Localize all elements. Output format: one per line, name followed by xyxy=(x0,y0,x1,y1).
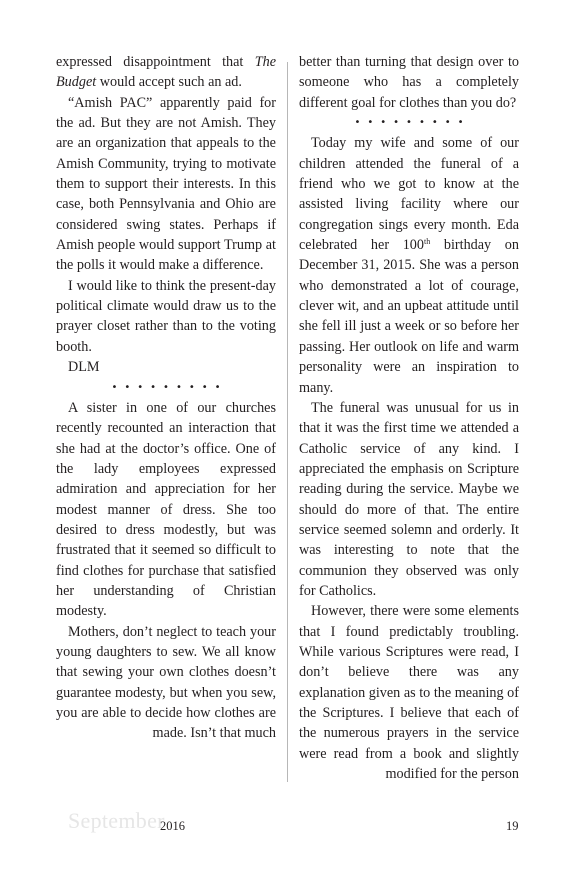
section-separator: ••••••••• xyxy=(111,381,228,393)
right-column xyxy=(299,52,519,784)
left-column xyxy=(56,52,276,744)
paragraph: A sister in one of our churches recently recounted an interaction that she had at the doctor’s office. One of the lady employees expressed admiration and appreciation for her modest manner of dress. She too desired to dress modestly, but was frustrated that it seemed so difficult to find clothes for purchase that satisfied her understanding of Christian modesty. xyxy=(56,399,276,620)
page-number: 19 xyxy=(506,819,519,833)
footer-month: September xyxy=(68,808,165,833)
paragraph: The funeral was unusual for us in that it was the first time we attended a Catholic service of any kind. I appreciated the emphasis on Scripture reading during the service. Maybe we should do more of that. The entire service seemed solemn and orderly. It was interesting to note that the communion they observed was only for Catholics. xyxy=(299,399,519,599)
paragraph: However, there were some elements that I found predictably troubling. While various Scriptures were read, I don’t believe there was any explanation given as to the meaning of the Scriptures. I believe that each of the numerous prayers in the service were read from a book and slightly modified for the person xyxy=(299,603,519,783)
paragraph: I would like to think the present-day political climate would draw us to the prayer closet rather than to the voting booth. xyxy=(56,277,276,355)
footer-year: 2016 xyxy=(160,819,185,833)
paragraph: “Amish PAC” apparently paid for the ad. But they are not Amish. They are an organization that appeals to the Amish Community, trying to motivate them to support their interests. In this case, both Pennsylvania and Ohio are considered swing states. Perhaps if Amish people would support Trump at the polls it would make a difference. xyxy=(56,94,276,274)
paragraph: better than turning that design over to someone who has a completely different goal for clothes than you do? xyxy=(299,54,519,111)
paragraph: expressed disappointment that The Budget would accept such an ad. xyxy=(56,54,276,91)
author-signature: DLM xyxy=(68,359,100,376)
column-divider xyxy=(287,62,288,782)
section-separator: ••••••••• xyxy=(354,117,471,129)
paragraph: Today my wife and some of our children attended the funeral of a friend who we got to know at the assisted living facility where our congregation sings every month. Eda celebrated her 100th birthday on December 31, 2015. She was a person who demonstrated a lot of courage, clever wit, and an upbeat attitude until she fell ill just a week or so before her passing. Her outlook on life and warm personality were an inspiration to many. xyxy=(299,135,519,396)
paragraph: Mothers, don’t neglect to teach your young daughters to sew. We all know that sewing your own clothes doesn’t guarantee modesty, but when you sew, you are able to decide how clothes are made. Isn’t that much xyxy=(56,623,276,742)
